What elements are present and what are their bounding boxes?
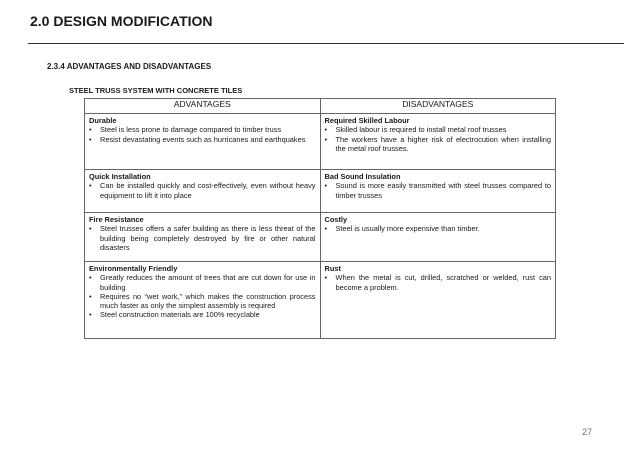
list-item: • Greatly reduces the amount of trees that are cut down for use in building — [89, 273, 316, 292]
disadvantage-cell — [320, 114, 556, 170]
section-heading: 2.3.4 ADVANTAGES AND DISADVANTAGES — [47, 62, 212, 71]
title-rule — [28, 43, 624, 44]
disadvantage-cell — [320, 170, 556, 213]
advantage-points — [89, 125, 316, 144]
list-item: • Requires no “wet work,” which makes the construction process much faster as only the simplest assembly is required — [89, 292, 316, 311]
list-item: • Skilled labour is required to install metal roof trusses — [325, 125, 552, 134]
disadvantage-points — [325, 273, 552, 292]
advantage-points — [89, 224, 316, 252]
advantage-title: Environmentally Friendly — [89, 264, 178, 273]
page-title: 2.0 DESIGN MODIFICATION — [30, 13, 213, 29]
disadvantage-points — [325, 224, 552, 233]
advantage-cell — [85, 170, 321, 213]
list-item: • When the metal is cut, drilled, scratched or welded, rust can become a problem. — [325, 273, 552, 292]
disadvantage-cell — [320, 213, 556, 262]
subsection-heading: STEEL TRUSS SYSTEM WITH CONCRETE TILES — [69, 86, 243, 95]
list-item: • Can be installed quickly and cost-effectively, even without heavy equipment to lift it into place — [89, 181, 316, 200]
advantage-cell — [85, 213, 321, 262]
list-item: • Steel trusses offers a safer building as there is less threat of the building being completely destroyed by fire or other natural disasters — [89, 224, 316, 252]
list-item: • The workers have a higher risk of electrocution when installing the metal roof trusses. — [325, 135, 552, 154]
list-item: • Steel is less prone to damage compared to timber truss — [89, 125, 316, 134]
disadvantage-title: Required Skilled Labour — [324, 116, 410, 125]
advantage-title: Fire Resistance — [89, 215, 144, 224]
advantages-header: ADVANTAGES — [85, 99, 321, 114]
disadvantage-points — [325, 125, 552, 153]
disadvantages-header: DISADVANTAGES — [320, 99, 556, 114]
advantage-points — [89, 181, 316, 200]
list-item: • Resist devastating events such as hurricanes and earthquakes — [89, 135, 316, 144]
advantage-cell — [85, 262, 321, 339]
page-number: 27 — [582, 427, 593, 437]
advantage-points — [89, 273, 316, 319]
disadvantage-cell — [320, 262, 556, 339]
advantage-cell — [85, 114, 321, 170]
disadvantage-title: Bad Sound Insulation — [324, 172, 401, 181]
list-item: • Sound is more easily transmitted with steel trusses compared to timber trusses — [325, 181, 552, 200]
table-header-row — [85, 99, 556, 114]
list-item: • Steel construction materials are 100% recyclable — [89, 310, 316, 319]
list-item: • Steel is usually more expensive than timber. — [325, 224, 552, 233]
disadvantage-points — [325, 181, 552, 200]
advantage-title: Durable — [89, 116, 117, 125]
disadvantage-title: Rust — [324, 264, 341, 273]
table-row — [85, 262, 556, 339]
table-row — [85, 213, 556, 262]
table-row — [85, 170, 556, 213]
table-row — [85, 114, 556, 170]
advantages-disadvantages-table — [84, 98, 556, 339]
advantage-title: Quick Installation — [89, 172, 151, 181]
disadvantage-title: Costly — [324, 215, 348, 224]
